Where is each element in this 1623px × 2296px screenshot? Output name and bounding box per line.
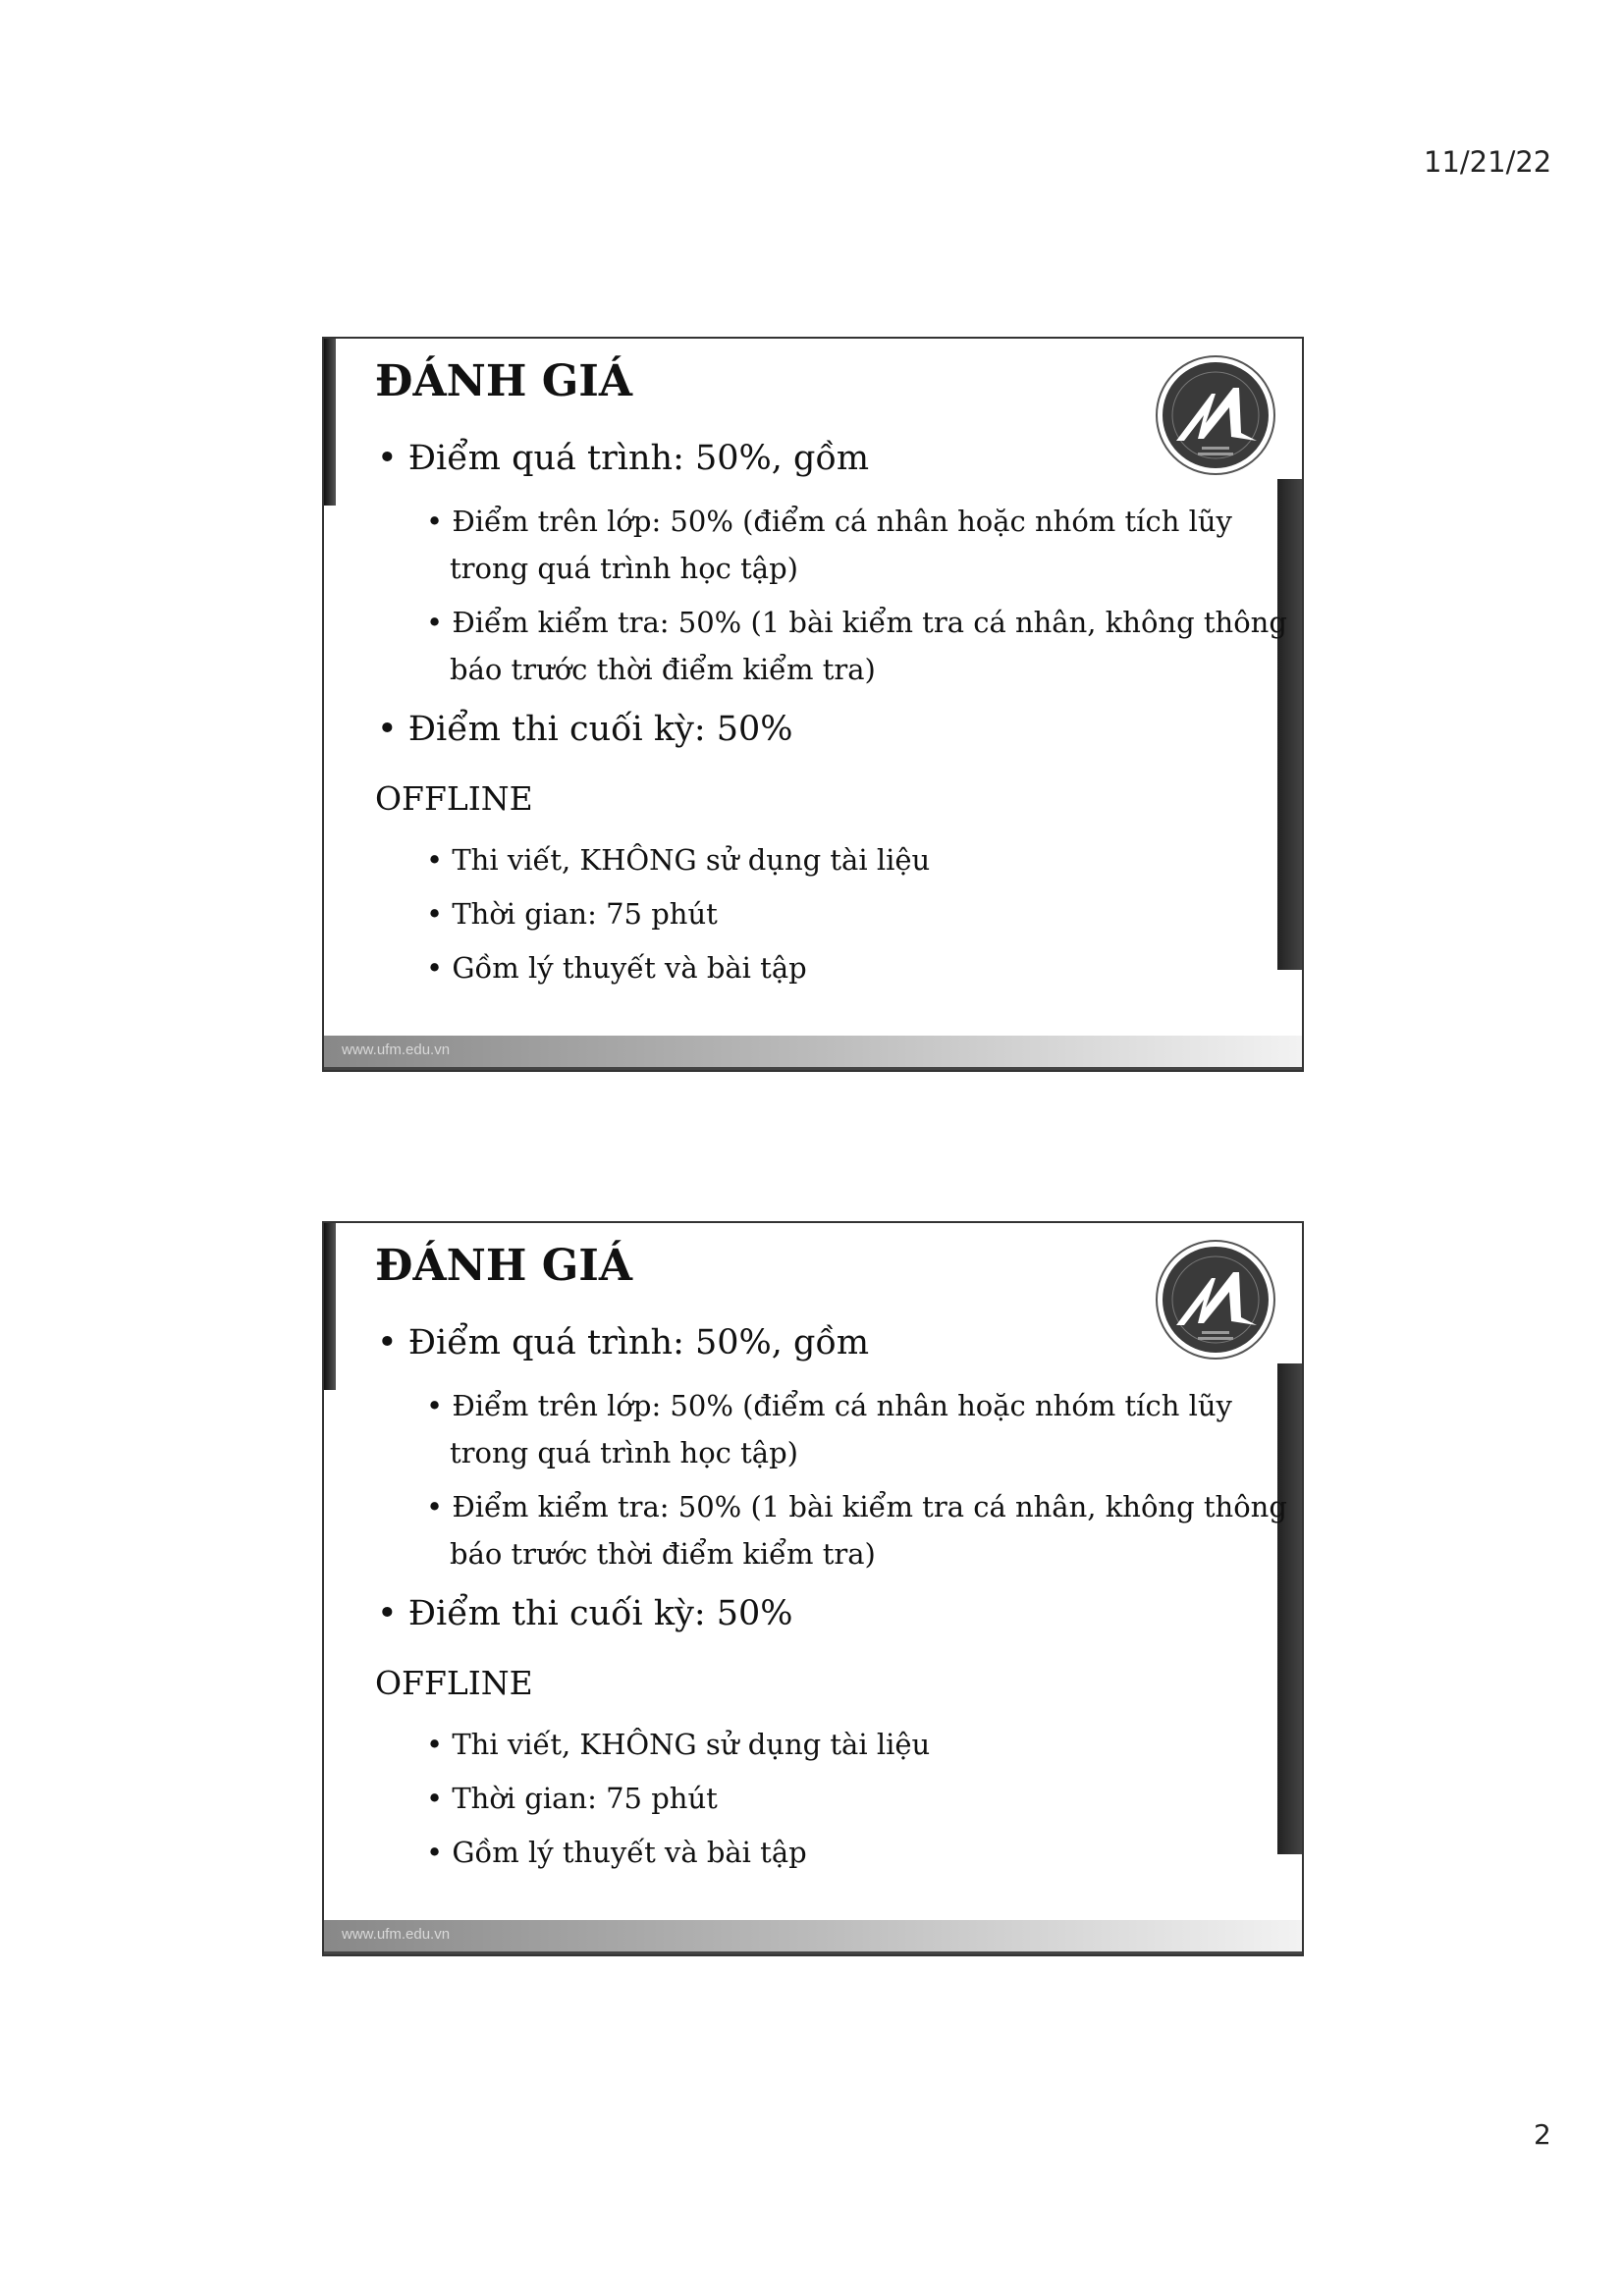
section-offline: OFFLINE (375, 1664, 533, 1702)
slide-title: ĐÁNH GIÁ (375, 356, 633, 406)
sub-bullet-test-score: • Điểm kiểm tra: 50% (1 bài kiểm tra cá nhân, không thông (426, 1490, 1287, 1523)
sub-bullet-class-score: • Điểm trên lớp: 50% (điểm cá nhân hoặc nhóm tích lũy (426, 505, 1232, 538)
left-accent-bar (324, 1223, 336, 1390)
slide-footer (324, 1036, 1302, 1070)
slide-thumbnail (322, 1221, 1304, 1956)
offline-item: • Thời gian: 75 phút (426, 897, 718, 931)
bullet-final-exam: • Điểm thi cuối kỳ: 50% (377, 1594, 793, 1633)
bullet-process-score: • Điểm quá trình: 50%, gồm (377, 439, 870, 478)
website-label: www.ufm.edu.vn (342, 1926, 451, 1943)
bullet-final-exam: • Điểm thi cuối kỳ: 50% (377, 710, 793, 749)
slide-footer (324, 1920, 1302, 1954)
university-logo (1155, 354, 1276, 476)
page-number: 2 (1534, 2118, 1551, 2151)
offline-item: • Gồm lý thuyết và bài tập (426, 951, 807, 985)
section-offline: OFFLINE (375, 779, 533, 818)
offline-item: • Thi viết, KHÔNG sử dụng tài liệu (426, 843, 931, 877)
print-date: 11/21/22 (1424, 145, 1552, 179)
website-label: www.ufm.edu.vn (342, 1041, 451, 1058)
bullet-process-score: • Điểm quá trình: 50%, gồm (377, 1323, 870, 1362)
sub-bullet-class-score-cont: trong quá trình học tập) (450, 1436, 798, 1469)
right-accent-bar (1277, 479, 1302, 970)
right-accent-bar (1277, 1363, 1302, 1854)
sub-bullet-test-score: • Điểm kiểm tra: 50% (1 bài kiểm tra cá nhân, không thông (426, 606, 1287, 639)
sub-bullet-test-score-cont: báo trước thời điểm kiểm tra) (450, 1537, 876, 1571)
sub-bullet-class-score-cont: trong quá trình học tập) (450, 552, 798, 585)
slide-thumbnail (322, 337, 1304, 1072)
sub-bullet-class-score: • Điểm trên lớp: 50% (điểm cá nhân hoặc nhóm tích lũy (426, 1389, 1232, 1422)
slide-title: ĐÁNH GIÁ (375, 1241, 633, 1291)
left-accent-bar (324, 339, 336, 506)
offline-item: • Thi viết, KHÔNG sử dụng tài liệu (426, 1728, 931, 1761)
sub-bullet-test-score-cont: báo trước thời điểm kiểm tra) (450, 653, 876, 686)
offline-item: • Gồm lý thuyết và bài tập (426, 1836, 807, 1869)
university-logo (1155, 1239, 1276, 1361)
offline-item: • Thời gian: 75 phút (426, 1782, 718, 1815)
